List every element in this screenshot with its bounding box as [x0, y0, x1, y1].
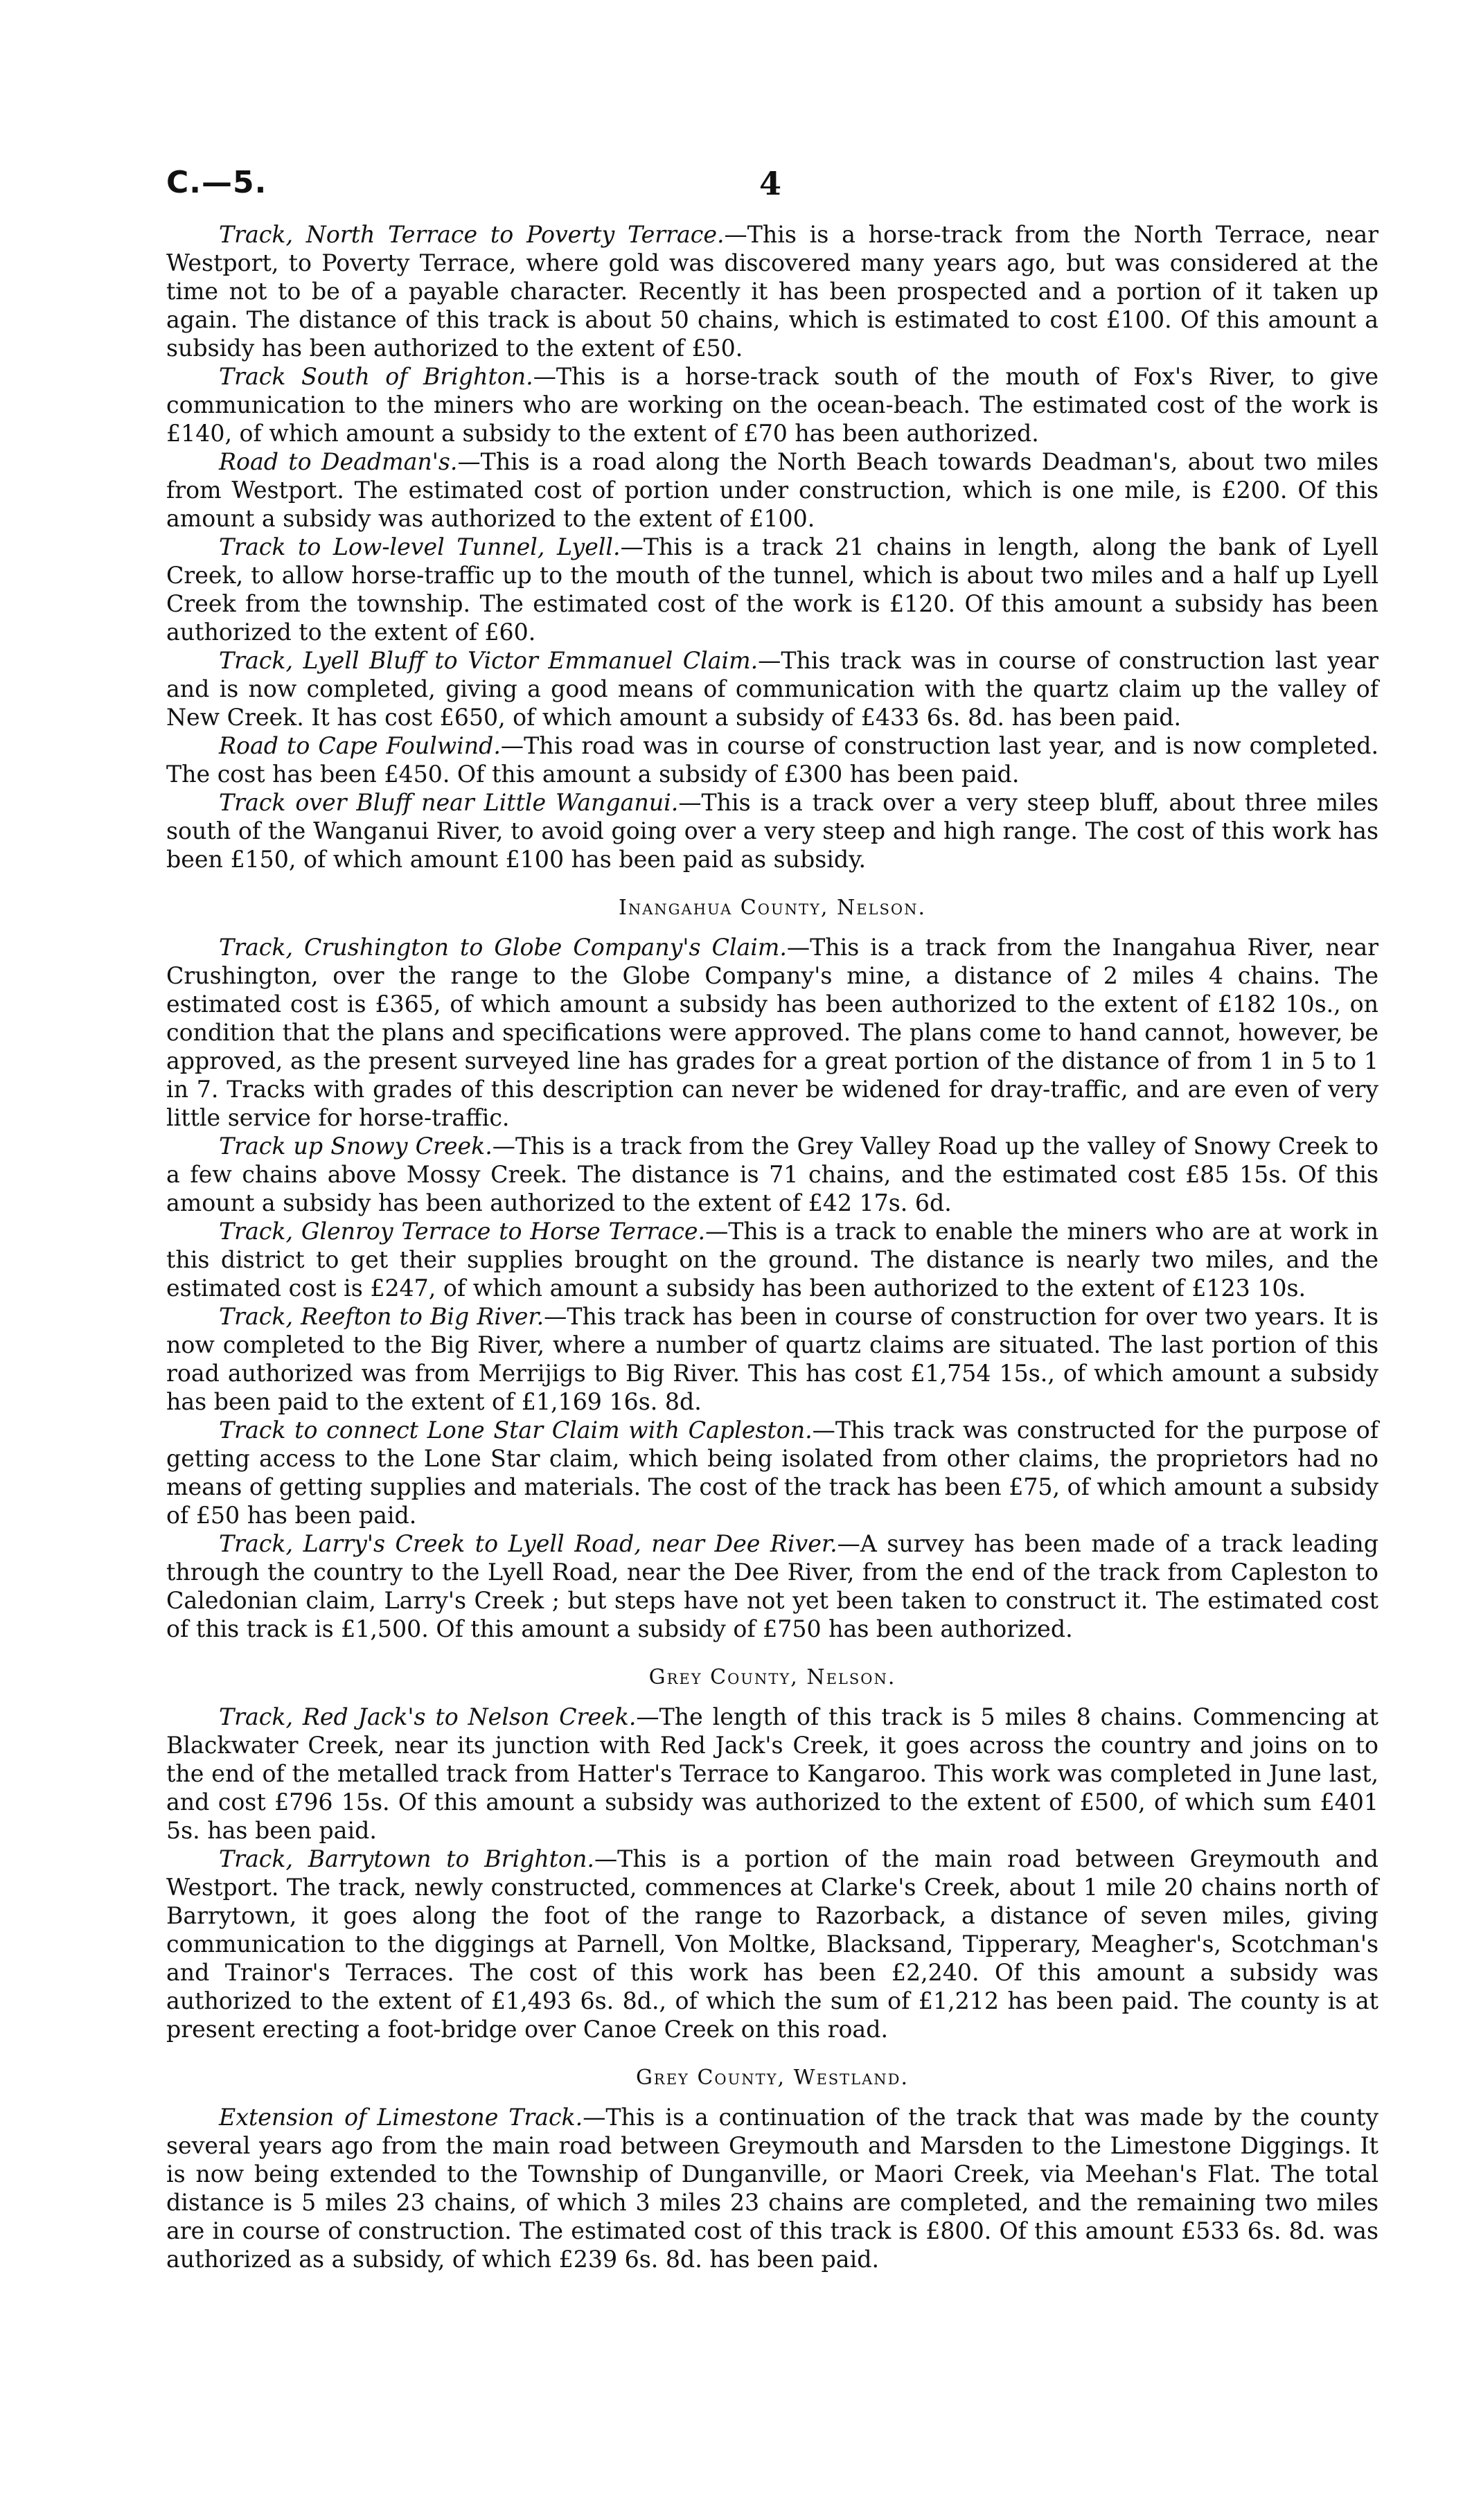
paragraph: [166, 1845, 1378, 2043]
paragraph-title: Track, Red Jack's to Nelson Creek.: [219, 1703, 637, 1730]
paragraph: [166, 788, 1378, 873]
document-reference: C.—5.: [166, 165, 267, 200]
section-heading: Grey County, Nelson.: [648, 1665, 896, 1689]
paragraph: [166, 1302, 1378, 1416]
paragraph-body: —This is a track to enable the miners who are at work in this district to get their supplies brought on the ground. The distance is nearly two miles, and the estimated cost is £247, of which amount a subsidy has been authorized to the extent of £123 10s.: [166, 1218, 1378, 1302]
paragraph-body: —This is a road along the North Beach towards Deadman's, about two miles from Westport. The estimated cost of portion under construction, which is one mile, is £200. Of this amount a subsidy was authorized to the extent of £100.: [166, 448, 1379, 532]
paragraph: [166, 2103, 1378, 2273]
paragraph-body: —This is a track from the Inangahua River, near Crushington, over the range to the Globe Company's mine, a distance of 2 miles 4 chains. The estimated cost is £365, of which amount a subsidy has been authorized to the extent of £182 10s., on condition that the plans and specifications were approved. The plans come to hand cannot, however, be approved, as the present surveyed line has grades for a great portion of the distance of from 1 in 5 to 1 in 7. Tracks with grades of this description can never be widened for dray-traffic, and are even of very little service for horse-traffic.: [166, 934, 1378, 1131]
paragraph: [166, 731, 1378, 788]
paragraph-title: Track, Larry's Creek to Lyell Road, near Dee River.: [219, 1530, 837, 1557]
paragraph: [166, 220, 1378, 362]
paragraph-body: —This road was in course of construction last year, and is now completed. The cost has been £450. Of this amount a subsidy of £300 has been paid.: [166, 732, 1378, 788]
page-header: [166, 165, 1378, 220]
paragraph-title: Track over Bluff near Little Wanganui.: [219, 789, 679, 816]
paragraph-body: —This is a track over a very steep bluff, about three miles south of the Wanganui River, to avoid going over a very steep and high range. The cost of this work has been £150, of which amount £100 has been paid as subsidy.: [166, 789, 1378, 873]
paragraph-title: Extension of Limestone Track.: [219, 2104, 583, 2131]
paragraph: [166, 1416, 1378, 1529]
paragraph-body: —This track has been in course of construction for over two years. It is now completed to the Big River, where a number of quartz claims are situated. The last portion of this road authorized was from Merrijigs to Big River. This has cost £1,754 15s., of which amount a subsidy has been paid to the extent of £1,169 16s. 8d.: [166, 1303, 1379, 1415]
paragraph-title: Track, Glenroy Terrace to Horse Terrace.: [219, 1218, 706, 1245]
paragraph: [166, 646, 1378, 731]
paragraph-body: —This is a horse-track south of the mouth of Fox's River, to give communication to the miners who are working on the ocean-beach. The estimated cost of the work is £140, of which amount a subsidy to the extent of £70 has been authorized.: [166, 363, 1378, 447]
paragraph: [166, 933, 1378, 1132]
section-heading: Grey County, Westland.: [635, 2066, 910, 2090]
paragraph: [166, 362, 1378, 447]
section-westport-tracks: [166, 220, 1378, 873]
section-grey-county-westland: [166, 2064, 1378, 2273]
paragraph-title: Track to connect Lone Star Claim with Capleston.: [219, 1417, 813, 1444]
paragraph-title: Track, Barrytown to Brighton.: [219, 1845, 594, 1872]
paragraph-title: Track, North Terrace to Poverty Terrace.: [219, 221, 725, 248]
paragraph-title: Road to Deadman's.: [219, 448, 458, 475]
paragraph-title: Track, Crushington to Globe Company's Claim.: [219, 934, 787, 961]
paragraph: [166, 1529, 1378, 1643]
page-number: 4: [759, 165, 782, 202]
paragraph-body: —This is a track 21 chains in length, along the bank of Lyell Creek, to allow horse-traffic up to the mouth of the tunnel, which is about two miles and a half up Lyell Creek from the township. The estimated cost of the work is £120. Of this amount a subsidy has been authorized to the extent of £60.: [166, 533, 1378, 646]
paragraph-body: —This is a portion of the main road between Greymouth and Westport. The track, newly constructed, commences at Clarke's Creek, about 1 mile 20 chains north of Barrytown, it goes along the foot of the range to Razorback, a distance of seven miles, giving communication to the diggings at Parnell, Von Moltke, Blacksand, Tipperary, Meagher's, Scotchman's and Trainor's Terraces. The cost of this work has been £2,240. Of this amount a subsidy was authorized to the extent of £1,493 6s. 8d., of which the sum of £1,212 has been paid. The county is at present erecting a foot-bridge over Canoe Creek on this road.: [166, 1845, 1378, 2043]
paragraph-title: Track, Reefton to Big River.: [219, 1303, 544, 1330]
paragraph-body: —A survey has been made of a track leading through the country to the Lyell Road, near the Dee River, from the end of the track from Capleston to Caledonian claim, Larry's Creek ; but steps have not yet been taken to construct it. The estimated cost of this track is £1,500. Of this amount a subsidy of £750 has been authorized.: [166, 1530, 1378, 1642]
paragraph-title: Track to Low-level Tunnel, Lyell.: [219, 533, 621, 560]
document-page: [166, 165, 1378, 2273]
section-grey-county-nelson: [166, 1664, 1378, 2043]
paragraph-title: Road to Cape Foulwind.: [219, 732, 501, 759]
paragraph-title: Track South of Brighton.: [219, 363, 533, 390]
paragraph-body: —This track was constructed for the purpose of getting access to the Lone Star claim, which being isolated from other claims, the proprietors had no means of getting supplies and materials. The cost of the track has been £75, of which amount a subsidy of £50 has been paid.: [166, 1417, 1379, 1529]
paragraph-body: —This track was in course of construction last year and is now completed, giving a good means of communication with the quartz claim up the valley of New Creek. It has cost £650, of which amount a subsidy of £433 6s. 8d. has been paid.: [166, 647, 1378, 731]
section-heading: Inangahua County, Nelson.: [619, 896, 926, 920]
paragraph: [166, 1217, 1378, 1302]
paragraph-body: —This is a horse-track from the North Terrace, near Westport, to Poverty Terrace, where gold was discovered many years ago, but was considered at the time not to be of a payable character. Recently it has been prospected and a portion of it taken up again. The distance of this track is about 50 chains, which is estimated to cost £100. Of this amount a subsidy has been authorized to the extent of £50.: [166, 221, 1378, 362]
paragraph: [166, 533, 1378, 646]
paragraph-body: —The length of this track is 5 miles 8 chains. Commencing at Blackwater Creek, near its junction with Red Jack's Creek, it goes across the country and joins on to the end of the metalled track from Hatter's Terrace to Kangaroo. This work was completed in June last, and cost £796 15s. Of this amount a subsidy was authorized to the extent of £500, of which sum £401 5s. has been paid.: [166, 1703, 1378, 1844]
paragraph-body: —This is a continuation of the track that was made by the county several years ago from the main road between Greymouth and Marsden to the Limestone Diggings. It is now being extended to the Township of Dunganville, or Maori Creek, via Meehan's Flat. The total distance is 5 miles 23 chains, of which 3 miles 23 chains are completed, and the remaining two miles are in course of construction. The estimated cost of this track is £800. Of this amount £533 6s. 8d. was authorized as a subsidy, of which £239 6s. 8d. has been paid.: [166, 2104, 1379, 2273]
paragraph-title: Track up Snowy Creek.: [219, 1133, 493, 1160]
paragraph: [166, 1703, 1378, 1845]
paragraph: [166, 1132, 1378, 1217]
section-inangahua-county: [166, 894, 1378, 1643]
paragraph-body: —This is a track from the Grey Valley Road up the valley of Snowy Creek to a few chains above Mossy Creek. The distance is 71 chains, and the estimated cost £85 15s. Of this amount a subsidy has been authorized to the extent of £42 17s. 6d.: [166, 1133, 1378, 1216]
paragraph: [166, 447, 1378, 533]
paragraph-title: Track, Lyell Bluff to Victor Emmanuel Claim.: [219, 647, 759, 674]
